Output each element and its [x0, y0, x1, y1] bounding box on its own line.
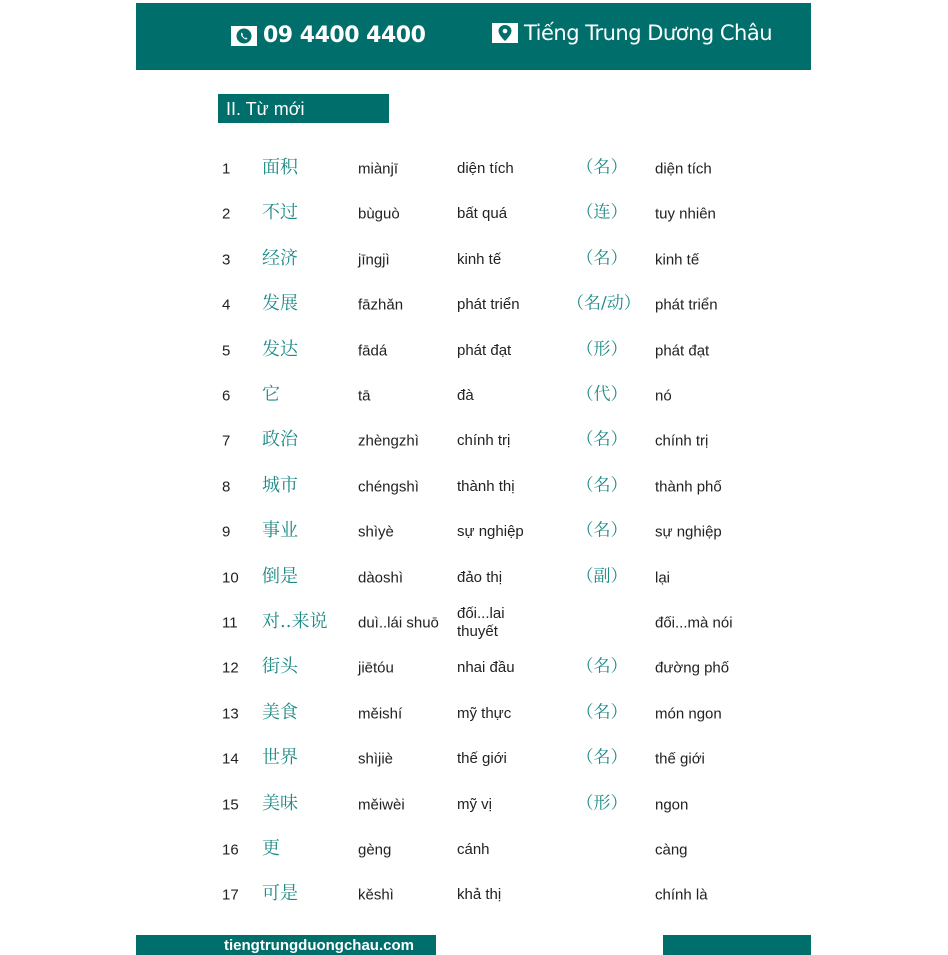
row-number: 7 — [222, 432, 231, 450]
meaning: chính là — [655, 886, 708, 904]
row-number: 16 — [222, 841, 239, 859]
sino-vietnamese: kinh tế — [457, 250, 502, 268]
pinyin: jīngjì — [358, 251, 390, 269]
hanzi: 发展 — [262, 293, 298, 315]
hanzi: 经济 — [262, 247, 298, 269]
pinyin: zhèngzhì — [358, 432, 419, 450]
part-of-speech: （连） — [576, 202, 628, 223]
part-of-speech: （名/动） — [567, 293, 641, 314]
row-number: 9 — [222, 523, 231, 541]
table-row — [0, 601, 948, 645]
meaning: tuy nhiên — [655, 205, 716, 223]
part-of-speech: （名） — [576, 702, 628, 723]
part-of-speech: （名） — [576, 475, 628, 496]
pinyin: shìyè — [358, 523, 394, 541]
sino-vietnamese: phát triển — [457, 296, 520, 314]
meaning: diện tích — [655, 160, 712, 178]
row-number: 2 — [222, 205, 231, 223]
hanzi: 城市 — [262, 474, 298, 496]
row-number: 13 — [222, 705, 239, 723]
sino-vietnamese: đối...lai thuyết — [457, 605, 505, 640]
sino-vietnamese: đảo thị — [457, 568, 503, 586]
section-title: II. Từ mới — [218, 94, 389, 123]
sino-vietnamese: phát đạt — [457, 341, 512, 359]
row-number: 5 — [222, 342, 231, 360]
part-of-speech: （名） — [576, 248, 628, 269]
meaning: càng — [655, 841, 688, 859]
part-of-speech: （名） — [576, 157, 628, 178]
part-of-speech: （名） — [576, 747, 628, 768]
part-of-speech: （名） — [576, 429, 628, 450]
table-row — [0, 783, 948, 827]
hanzi: 发达 — [262, 338, 298, 360]
pinyin: duì..lái shuō — [358, 614, 439, 632]
meaning: đường phố — [655, 659, 730, 677]
hanzi: 对..来说 — [262, 611, 328, 632]
table-row — [0, 646, 948, 690]
row-number: 6 — [222, 387, 231, 405]
hanzi: 更 — [262, 838, 280, 859]
table-row — [0, 737, 948, 781]
pinyin: bùguò — [358, 205, 400, 223]
sino-vietnamese: chính trị — [457, 432, 511, 450]
hanzi: 街头 — [262, 656, 298, 678]
meaning: phát đạt — [655, 342, 710, 360]
meaning: món ngon — [655, 705, 722, 723]
table-row — [0, 692, 948, 736]
table-row — [0, 419, 948, 463]
hanzi: 事业 — [262, 520, 298, 542]
table-row — [0, 283, 948, 327]
row-number: 3 — [222, 251, 231, 269]
row-number: 8 — [222, 478, 231, 496]
footer-bar — [663, 935, 811, 955]
sino-vietnamese: sự nghiệp — [457, 523, 524, 541]
table-row — [0, 465, 948, 509]
pinyin: měiwèi — [358, 796, 405, 814]
footer-website: tiengtrungduongchau.com — [136, 935, 436, 955]
pinyin: měishí — [358, 705, 403, 723]
table-row — [0, 556, 948, 600]
part-of-speech: （名） — [576, 520, 628, 541]
pinyin: gèng — [358, 841, 392, 859]
pinyin: miànjī — [358, 160, 399, 178]
hanzi: 面积 — [262, 157, 298, 178]
table-row — [0, 192, 948, 236]
sino-vietnamese: khả thị — [457, 886, 502, 904]
row-number: 4 — [222, 296, 231, 314]
meaning: ngon — [655, 796, 689, 814]
pinyin: jiētóu — [358, 659, 394, 677]
meaning: chính trị — [655, 432, 709, 450]
location-pin-icon — [492, 23, 518, 43]
table-row — [0, 147, 948, 191]
sino-vietnamese: bất quá — [457, 205, 508, 223]
part-of-speech: （副） — [576, 566, 628, 587]
pinyin: chéngshì — [358, 478, 419, 496]
sino-vietnamese: cánh — [457, 841, 490, 858]
sino-vietnamese: đà — [457, 387, 474, 404]
meaning: thế giới — [655, 750, 705, 768]
part-of-speech: （名） — [576, 656, 628, 677]
row-number: 1 — [222, 160, 231, 178]
meaning: phát triển — [655, 296, 718, 314]
phone-contact — [231, 23, 425, 48]
sino-vietnamese: mỹ thực — [457, 704, 512, 722]
row-number: 11 — [222, 614, 238, 632]
table-row — [0, 374, 948, 418]
pinyin: shìjiè — [358, 750, 394, 768]
part-of-speech: （代） — [576, 384, 628, 405]
hanzi: 它 — [262, 384, 280, 405]
row-number: 12 — [222, 659, 239, 677]
part-of-speech: （形） — [576, 339, 628, 360]
table-row — [0, 510, 948, 554]
row-number: 17 — [222, 886, 239, 904]
pinyin: tā — [358, 387, 371, 405]
meaning: nó — [655, 387, 672, 405]
hanzi: 美食 — [262, 701, 298, 723]
table-row — [0, 238, 948, 282]
row-number: 14 — [222, 750, 239, 768]
hanzi: 世界 — [262, 747, 298, 769]
header-banner — [136, 3, 811, 70]
sino-vietnamese: diện tích — [457, 160, 514, 177]
hanzi: 政治 — [262, 429, 298, 451]
sino-vietnamese: nhai đầu — [457, 659, 515, 677]
brand-text: Tiếng Trung Dương Châu — [524, 21, 773, 45]
hanzi: 可是 — [262, 883, 298, 905]
pinyin: dàoshì — [358, 569, 404, 587]
part-of-speech: （形） — [576, 793, 628, 814]
phone-number: 09 4400 4400 — [263, 23, 426, 48]
pinyin: fādá — [358, 342, 388, 360]
phone-icon — [231, 26, 257, 46]
sino-vietnamese: thế giới — [457, 750, 507, 768]
meaning: lại — [655, 569, 671, 587]
sino-vietnamese: mỹ vị — [457, 795, 492, 813]
hanzi: 倒是 — [262, 565, 298, 587]
meaning: đối...mà nói — [655, 614, 733, 632]
pinyin: kěshì — [358, 886, 394, 904]
row-number: 10 — [222, 569, 239, 587]
table-row — [0, 329, 948, 373]
pinyin: fāzhǎn — [358, 296, 404, 314]
hanzi: 不过 — [262, 202, 298, 224]
row-number: 15 — [222, 796, 239, 814]
meaning: sự nghiệp — [655, 523, 722, 541]
hanzi: 美味 — [262, 792, 298, 814]
table-row — [0, 873, 948, 917]
meaning: thành phố — [655, 478, 722, 496]
meaning: kinh tế — [655, 251, 700, 269]
table-row — [0, 828, 948, 872]
brand-name — [492, 21, 772, 45]
sino-vietnamese: thành thị — [457, 477, 515, 495]
